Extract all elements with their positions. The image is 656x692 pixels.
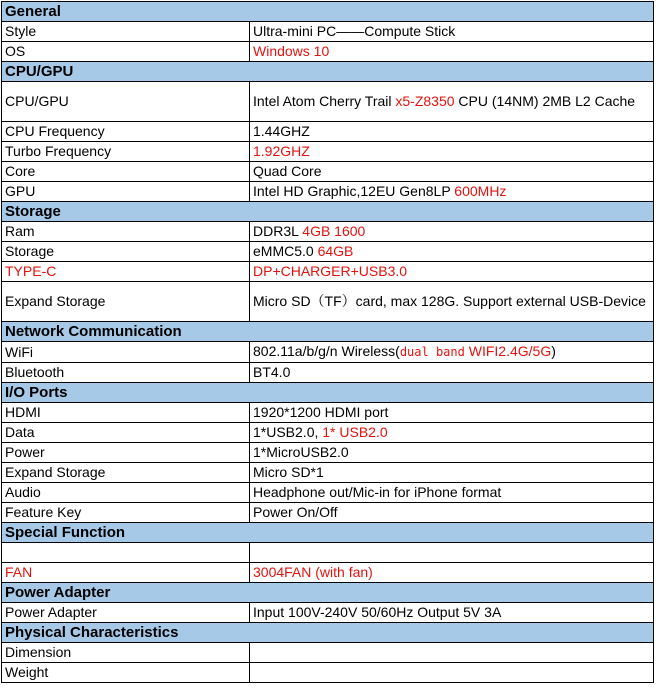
value-text: 802.11a/b/g/n Wireless( [253,343,400,359]
row-core [2,162,654,182]
value-highlight: 64GB [317,243,354,259]
row-bluetooth [2,363,654,383]
row-expand-storage-port [2,463,654,483]
section-title: CPU/GPU [2,62,654,82]
value-highlight: WIFI2.4G/5G [464,343,552,359]
spec-value [250,342,654,363]
row-power [2,443,654,463]
section-title: Network Communication [2,322,654,342]
spec-label [2,543,250,563]
row-ram [2,222,654,242]
row-type-c [2,262,654,282]
spec-value: 1.44GHZ [250,122,654,142]
spec-label: Power Adapter [2,603,250,623]
row-data [2,423,654,443]
value-text: DDR3L [253,223,303,239]
spec-label: Feature Key [2,503,250,523]
value-highlight: x5-Z8350 [395,93,455,109]
spec-value: Micro SD*1 [250,463,654,483]
spec-value [250,242,654,262]
section-network [2,322,654,342]
spec-label: Bluetooth [2,363,250,383]
spec-label: Weight [2,663,250,683]
section-general [2,2,654,22]
spec-value [250,423,654,443]
spec-label: WiFi [2,342,250,363]
spec-label: Storage [2,242,250,262]
spec-value: Windows 10 [250,42,654,62]
row-hdmi [2,403,654,423]
section-storage [2,202,654,222]
value-highlight: dual band [399,345,465,359]
spec-label: Power [2,443,250,463]
section-special-function [2,523,654,543]
value-text: Intel HD Graphic,12EU Gen8LP [253,183,455,199]
row-audio [2,483,654,503]
value-highlight: 4GB 1600 [302,223,366,239]
row-expand-storage [2,282,654,322]
spec-label: Style [2,22,250,42]
row-cpu-gpu [2,82,654,122]
spec-label: Turbo Frequency [2,142,250,162]
section-title: I/O Ports [2,383,654,403]
spec-value [250,663,654,683]
spec-value: Headphone out/Mic-in for iPhone format [250,483,654,503]
row-storage [2,242,654,262]
spec-value: 1920*1200 HDMI port [250,403,654,423]
spec-value: Micro SD（TF）card, max 128G. Support external USB-Device [250,282,654,322]
value-text: eMMC5.0 [253,243,318,259]
spec-label: Data [2,423,250,443]
row-os [2,42,654,62]
value-highlight: 1* USB2.0 [322,424,388,440]
spec-value: Input 100V-240V 50/60Hz Output 5V 3A [250,603,654,623]
spec-label: Dimension [2,643,250,663]
spec-value: 1.92GHZ [250,142,654,162]
spec-label: TYPE-C [2,262,250,282]
row-cpu-frequency [2,122,654,142]
row-dimension [2,643,654,663]
section-title: Special Function [2,523,654,543]
spec-label: GPU [2,182,250,202]
section-title: Physical Characteristics [2,623,654,643]
spec-value: 1*MicroUSB2.0 [250,443,654,463]
spec-table [1,1,654,683]
spec-value [250,222,654,242]
value-text: ) [551,343,556,359]
spec-value: Ultra-mini PC——Compute Stick [250,22,654,42]
value-text: Intel Atom Cherry Trail [253,93,396,109]
row-power-adapter [2,603,654,623]
spec-label: Core [2,162,250,182]
value-highlight: 600MHz [454,183,507,199]
section-title: Power Adapter [2,583,654,603]
spec-label: HDMI [2,403,250,423]
row-gpu [2,182,654,202]
spec-label: CPU/GPU [2,82,250,122]
row-turbo-frequency [2,142,654,162]
spec-value: DP+CHARGER+USB3.0 [250,262,654,282]
spec-value: BT4.0 [250,363,654,383]
spec-value: 3004FAN (with fan) [250,563,654,583]
spec-label: OS [2,42,250,62]
spec-label: Ram [2,222,250,242]
spec-value [250,82,654,122]
spec-label: Expand Storage [2,463,250,483]
row-fan [2,563,654,583]
value-text: 1*USB2.0, [253,424,323,440]
row-feature-key [2,503,654,523]
spec-value [250,643,654,663]
spec-value: Power On/Off [250,503,654,523]
section-cpu-gpu [2,62,654,82]
spec-label: FAN [2,563,250,583]
value-text: CPU (14NM) 2MB L2 Cache [454,93,636,109]
section-title: Storage [2,202,654,222]
row-weight [2,663,654,683]
spec-label: CPU Frequency [2,122,250,142]
section-physical [2,623,654,643]
section-io-ports [2,383,654,403]
row-blank [2,543,654,563]
spec-label: Audio [2,483,250,503]
section-title: General [2,2,654,22]
spec-value: Quad Core [250,162,654,182]
spec-value [250,543,654,563]
section-power-adapter [2,583,654,603]
row-wifi [2,342,654,363]
spec-value [250,182,654,202]
spec-label: Expand Storage [2,282,250,322]
row-style [2,22,654,42]
